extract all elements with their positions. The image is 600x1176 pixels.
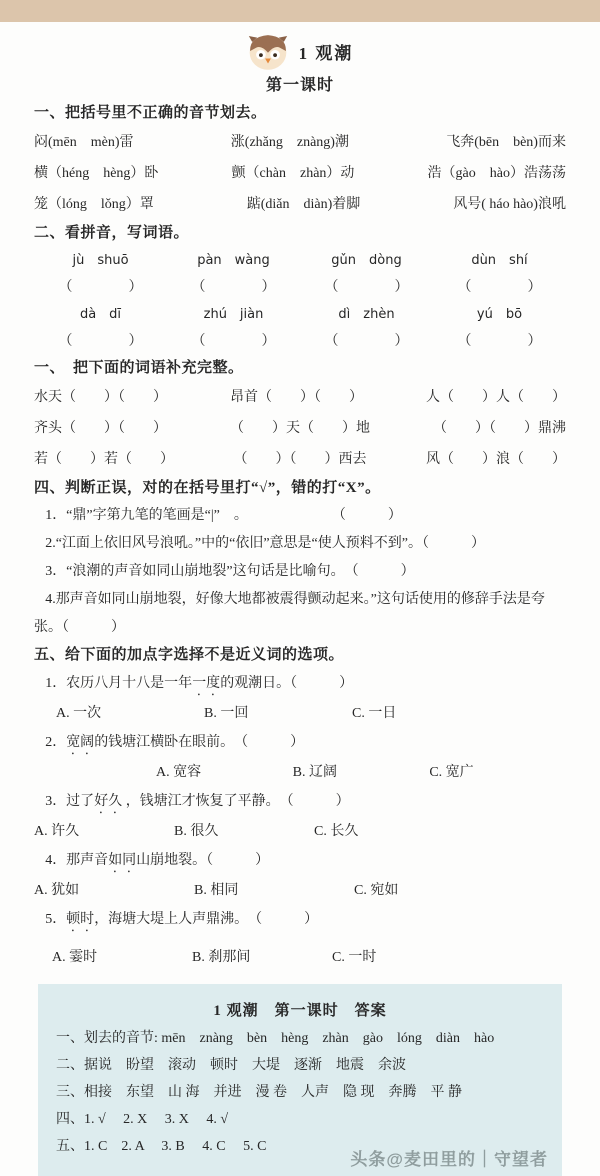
options-row [34,758,566,787]
question-text: ，海塘大堤上人声鼎沸。 （ ） [94,912,319,927]
options-row [34,699,566,728]
option: B. 刹那间 [192,950,251,965]
option: C. 长久 [314,824,359,839]
idiom-blank: 昂首（ ）（ ） [230,390,363,405]
lesson-session-title: 第一课时 [265,77,334,94]
section1-row [34,158,566,189]
exercise-item: 踮(diǎn diàn)着脚 [246,197,361,212]
idiom-blank: 人（ ）人（ ） [426,390,566,405]
answer-blank: （ ） [324,334,409,349]
page-title: 1 观潮 [298,43,354,63]
idiom-blank: （ ）天（ ）地 [230,421,370,436]
question-text: 的钱塘江横卧在眼前。 （ ） [94,735,305,750]
answer-line: 一、划去的音节: mēn znàng bèn hèng zhàn gào lóng diàn hào [56,1031,495,1046]
options-row [34,876,566,905]
exercise-item: 浩（gào hào）浩荡荡 [427,166,566,181]
pinyin: dì zhèn [338,307,395,322]
answer-line: 四、1. √ 2. X 3. X 4. √ [56,1112,229,1127]
option: A. 一次 [56,706,102,721]
watermark: 头条@麦田里的｜守望者 [350,1150,548,1169]
answer-line: 五、1. C 2. A 3. B 4. C 5. C [56,1139,267,1154]
question-text: 4．那声音 [45,853,109,868]
answer-blank: （ ） [58,280,143,295]
pinyin: dùn shí [471,253,528,268]
idiom-blank: 齐头（ ）（ ） [34,421,167,436]
section3-row [34,382,566,413]
exercise-item: 笼（lóng lǒng）罩 [34,197,154,212]
pinyin: pàn wàng [197,253,270,268]
section1-row [34,189,566,220]
exercise-item: 风号( háo hào)浪吼 [453,197,566,212]
owl-icon [247,31,289,71]
answer-blank: （ ） [58,334,143,349]
section1-row [34,127,566,158]
section1-heading: 一、把括号里不正确的音节划去。 [34,105,267,121]
option: A. 霎时 [52,950,98,965]
pinyin: gǔn dòng [331,253,402,268]
judge-item: 2.“江面上依旧风号浪吼。”中的“依旧”意思是“使人预料不到”。（ ） [45,536,485,551]
question-text: 3．过了 [45,794,95,809]
option: B. 很久 [174,824,219,839]
judge-item: 4.那声音如同山崩地裂，好像大地都被震得颤动起来。”这句话使用的修辞手法是夸张。（ ） [34,592,545,635]
idiom-blank: （ ）（ ）鼎沸 [433,421,566,436]
question [34,846,566,876]
emphasized-word: 一度 [192,676,221,691]
idiom-blank: 水天（ ）（ ） [34,390,167,405]
pinyin: yú bō [476,307,523,322]
question [34,905,566,935]
option: C. 一时 [332,950,377,965]
question [34,669,566,699]
exercise-item: 闷(mēn mèn)雷 [34,135,134,150]
options-row [34,943,566,972]
question-text: 1．农历八月十八是一年 [45,676,193,691]
question-text: ，钱塘江才恢复了平静。 （ ） [122,794,350,809]
pinyin-row [34,247,566,274]
answer-line: 三、相接 东望 山 海 并进 漫 卷 人声 隐 现 奔腾 平 静 [56,1085,462,1100]
option: B. 辽阔 [292,765,338,780]
exercise-item: 涨(zhǎng znàng)潮 [230,135,349,150]
section3-row [34,444,566,475]
question-text: 山崩地裂。（ ） [136,853,270,868]
blank-row [34,274,566,301]
pinyin: dà dī [79,307,122,322]
header [34,28,566,74]
emphasized-word: 好久 [94,794,123,809]
answer-title: 1 观潮 第一课时 答案 [213,1003,387,1019]
exercise-item: 横（héng hèng）卧 [34,166,159,181]
judge-item: 3．“浪潮的声音如同山崩地裂”这句话是比喻句。 （ ） [45,564,415,579]
section3-heading: 一、 把下面的词语补充完整。 [34,360,244,376]
question-text: 5． [45,912,67,927]
option: C. 宛如 [354,883,399,898]
question [34,787,566,817]
answer-panel [38,984,562,1176]
question-text: 2． [45,735,67,750]
section4-heading: 四、判断正误，对的在括号里打“√”，错的打“X”。 [34,480,381,496]
answer-blank: （ ） [457,280,542,295]
option: A. 许久 [34,824,80,839]
pinyin: zhú jiàn [203,307,264,322]
section5-heading: 五、给下面的加点字选择不是近义词的选项。 [34,647,345,663]
emphasized-word: 顿时 [66,912,95,927]
section3-row [34,413,566,444]
answer-line: 二、据说 盼望 滚动 顿时 大堤 逐渐 地震 余波 [56,1058,406,1073]
pinyin: jù shuō [72,253,129,268]
idiom-blank: 若（ ）若（ ） [34,452,174,467]
option: B. 相同 [194,883,239,898]
option: A. 宽容 [156,765,202,780]
emphasized-word: 如同 [108,853,137,868]
idiom-blank: 风（ ）浪（ ） [426,452,566,467]
option: A. 犹如 [34,883,80,898]
option: C. 一日 [352,706,397,721]
emphasized-word: 宽阔 [66,735,95,750]
answer-blank: （ ） [191,334,276,349]
idiom-blank: （ ）（ ）西去 [233,452,367,467]
exercise-item: 飞奔(bēn bèn)而来 [446,135,566,150]
answer-blank: （ ） [191,280,276,295]
blank-row [34,328,566,355]
answer-blank: （ ） [324,280,409,295]
exercise-item: 颤（chàn zhàn）动 [231,166,355,181]
options-row [34,817,566,846]
question-text: 的观潮日。（ ） [220,676,354,691]
pinyin-row [34,301,566,328]
worksheet [0,22,600,1176]
option: B. 一回 [204,706,249,721]
answer-blank: （ ） [457,334,542,349]
section2-heading: 二、看拼音，写词语。 [34,225,190,241]
question [34,728,566,758]
option: C. 宽广 [429,765,474,780]
top-banner [0,0,600,22]
judge-item: 1．“鼎”字第九笔的笔画是“|” 。 （ ） [45,508,402,523]
